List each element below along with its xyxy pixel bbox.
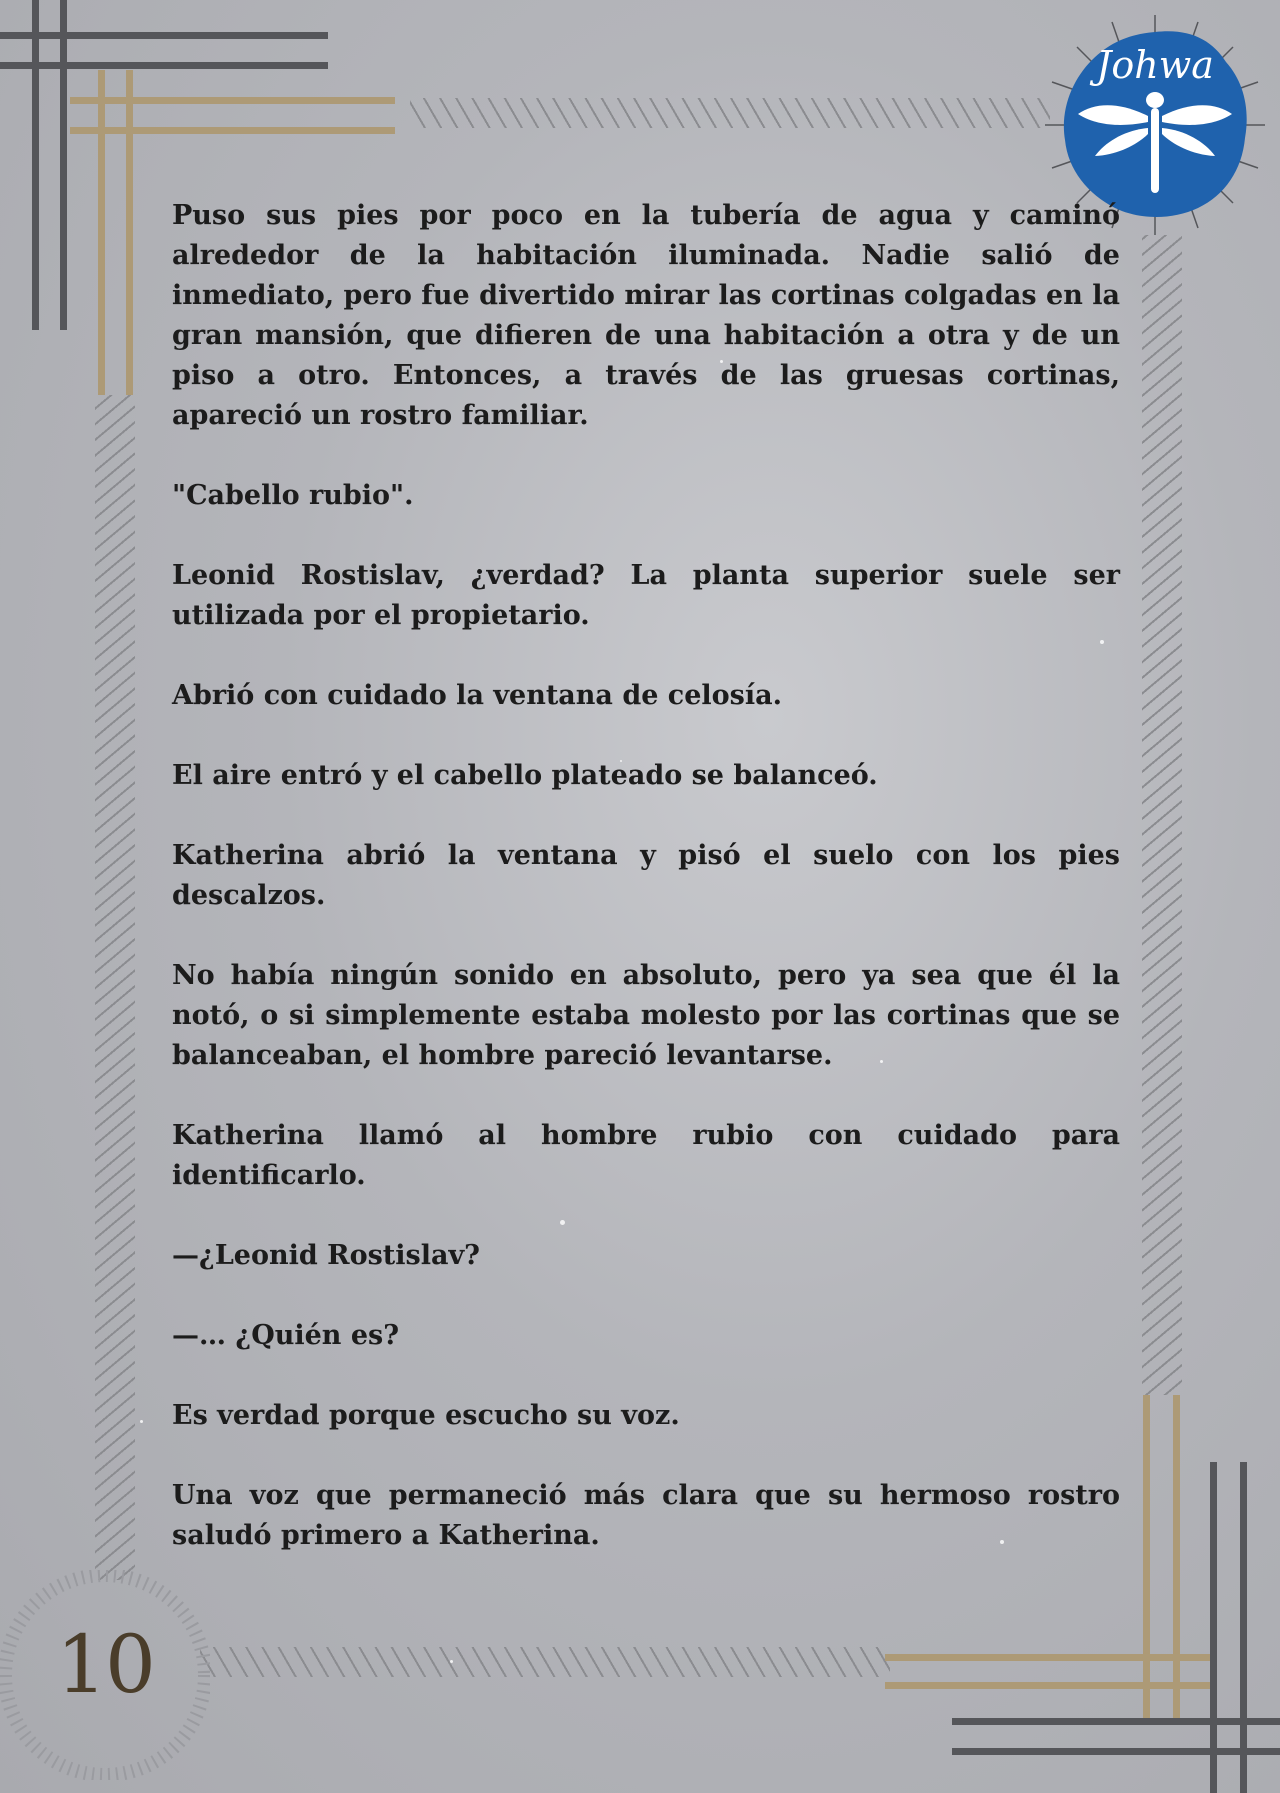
paragraph: —… ¿Quién es? <box>172 1320 400 1351</box>
hatched-border-bottom <box>200 1647 890 1677</box>
paragraph: Katherina abrió la ventana y pisó el suelo con los pies descalzos. <box>172 840 1120 911</box>
frame-line <box>0 32 328 39</box>
frame-line <box>1240 1462 1247 1793</box>
paragraph: Abrió con cuidado la ventana de celosía. <box>172 680 783 711</box>
paragraph: El aire entró y el cabello plateado se balanceó. <box>172 760 878 791</box>
frame-line <box>1210 1462 1217 1793</box>
frame-line <box>32 0 39 330</box>
paragraph: Katherina llamó al hombre rubio con cuidado para identificarlo. <box>172 1120 1120 1191</box>
frame-line <box>1173 1395 1180 1720</box>
paragraph: Es verdad porque escucho su voz. <box>172 1400 680 1431</box>
page-number: 10 <box>56 1618 154 1711</box>
hatched-border-right <box>1142 235 1182 1395</box>
brand-name: Johwa <box>1096 43 1214 87</box>
frame-line <box>126 70 133 395</box>
frame-line <box>885 1654 1210 1661</box>
frame-line <box>952 1748 1280 1755</box>
speck <box>140 1420 143 1423</box>
frame-line <box>885 1682 1210 1689</box>
frame-line <box>60 0 67 330</box>
text-body <box>172 196 1120 1596</box>
paragraph: —¿Leonid Rostislav? <box>172 1240 480 1271</box>
paragraph: Una voz que permaneció más clara que su hermoso rostro saludó primero a Katherina. <box>172 1480 1120 1551</box>
paragraph: No había ningún sonido en absoluto, pero ya sea que él la notó, o si simplemente estaba molesto por las cortinas que se balanceaban, el hombre pareció levantarse. <box>172 960 1120 1071</box>
paragraph: Puso sus pies por poco en la tubería de agua y caminó alrededor de la habitación iluminada. Nadie salió de inmediato, pero fue divertido mirar las cortinas colgadas en la gran mansión, que difieren de una habitación a otra y de un piso a otro. Entonces, a través de las gruesas cortinas, apareció un rostro familiar. <box>172 200 1120 431</box>
frame-line <box>70 127 395 134</box>
hatched-border-left <box>95 395 135 1580</box>
frame-line <box>98 70 105 395</box>
hatched-border-top <box>410 98 1050 128</box>
frame-line <box>0 62 328 69</box>
frame-line <box>952 1718 1280 1725</box>
paragraph: Leonid Rostislav, ¿verdad? La planta superior suele ser utilizada por el propietario. <box>172 560 1120 631</box>
frame-line <box>1143 1395 1150 1720</box>
paragraph: "Cabello rubio". <box>172 480 414 511</box>
frame-line <box>70 97 395 104</box>
